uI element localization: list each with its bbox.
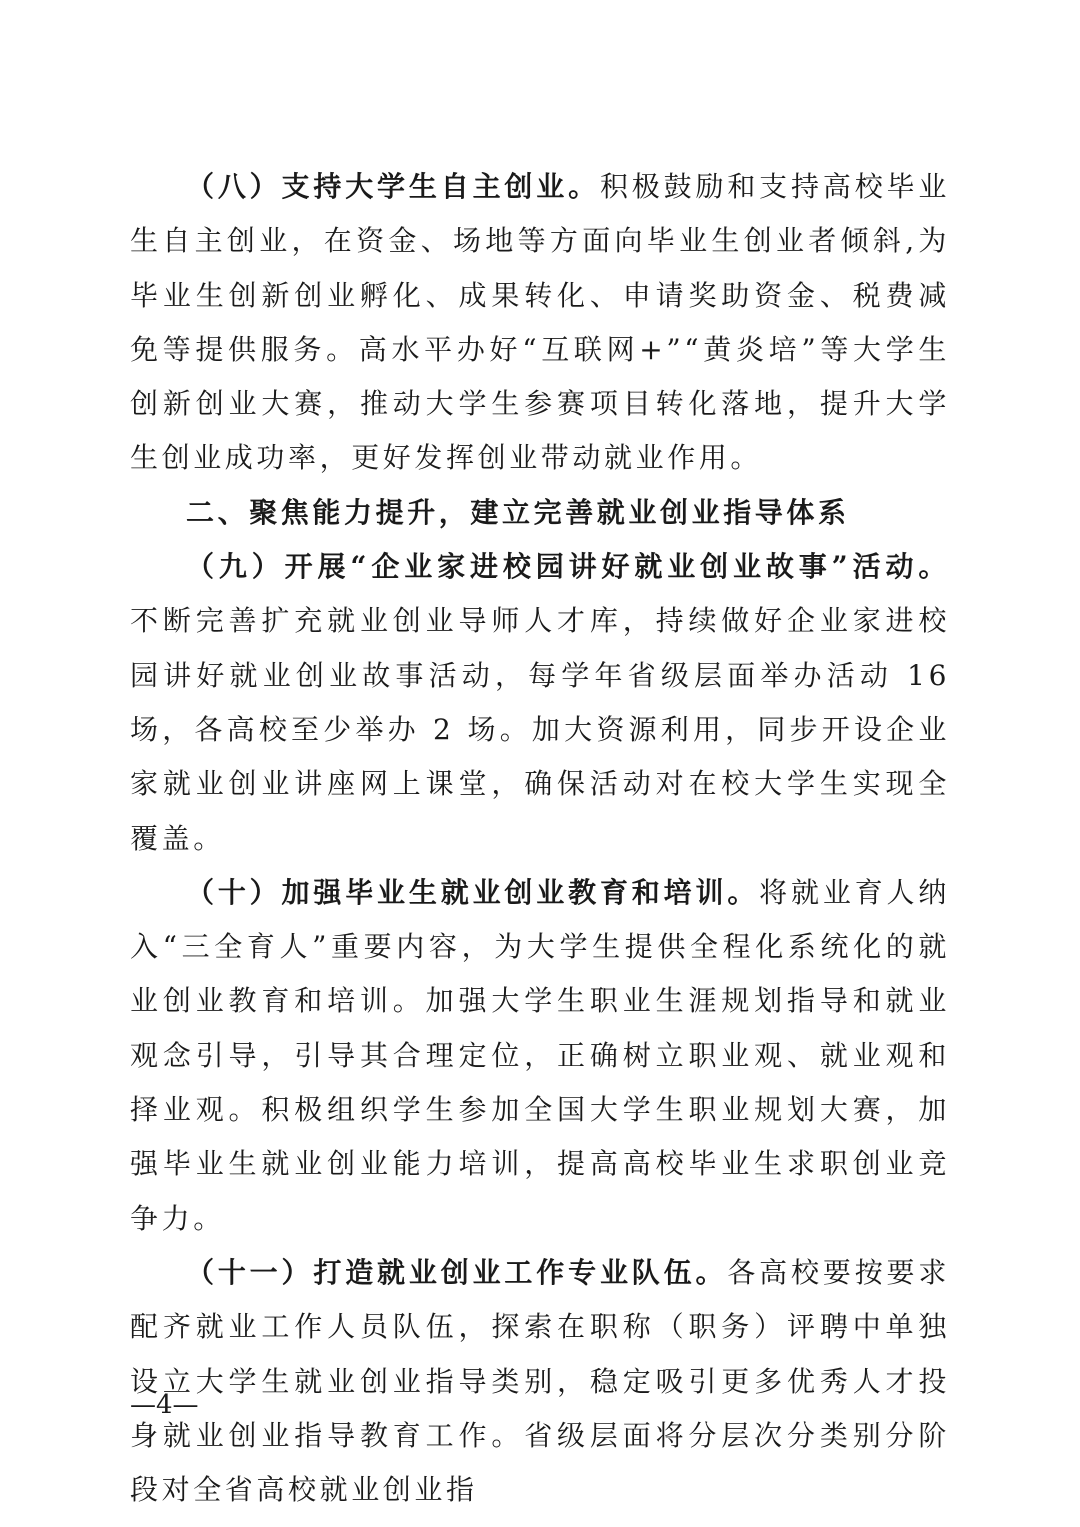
paragraph-8-lead: （八）支持大学生自主创业。 (186, 170, 600, 203)
paragraph-10 (130, 866, 950, 1246)
paragraph-11-lead: （十一）打造就业创业工作专业队伍。 (186, 1255, 728, 1289)
document-body (130, 160, 950, 1517)
page-number: —4— (130, 1390, 199, 1420)
paragraph-8 (130, 160, 950, 486)
paragraph-11 (130, 1246, 950, 1517)
paragraph-11-body: 各高校要按要求配齐就业工作人员队伍，探索在职称（职务）评聘中单独设立大学生就业创业指导类别，稳定吸引更多优秀人才投身就业创业指导教育工作。省级层面将分层次分类别分阶段对全省高校就业创业指 (130, 1255, 951, 1507)
paragraph-9-lead: （九）开展“企业家进校园讲好就业创业故事”活动。 (186, 550, 950, 584)
section-heading-2: 二、聚焦能力提升，建立完善就业创业指导体系 (186, 495, 850, 529)
paragraph-8-body: 积极鼓励和支持高校毕业生自主创业，在资金、场地等方面向毕业生创业者倾斜,为毕业生创新创业孵化、成果转化、申请奖助资金、税费减免等提供服务。高水平办好“互联网+”“黄炎培”等大学生创新创业大赛，推动大学生参赛项目转化落地，提升大学生创业成功率，更好发挥创业带动就业作用。 (130, 170, 950, 475)
paragraph-9 (130, 540, 950, 866)
paragraph-9-body: 不断完善扩充就业创业导师人才库，持续做好企业家进校园讲好就业创业故事活动，每学年省级层面举办活动 16 场，各高校至少举办 2 场。加大资源利用，同步开设企业家就业创业讲座网上课堂，确保活动对在校大学生实现全覆盖。 (130, 604, 950, 855)
paragraph-10-lead: （十）加强毕业生就业创业教育和培训。 (186, 875, 760, 909)
paragraph-10-body: 将就业育人纳入“三全育人”重要内容，为大学生提供全程化系统化的就业创业教育和培训。加强大学生职业生涯规划指导和就业观念引导，引导其合理定位，正确树立职业观、就业观和择业观。积极组织学生参加全国大学生职业规划大赛，加强毕业生就业创业能力培训，提高高校毕业生求职创业竞争力。 (130, 875, 950, 1235)
